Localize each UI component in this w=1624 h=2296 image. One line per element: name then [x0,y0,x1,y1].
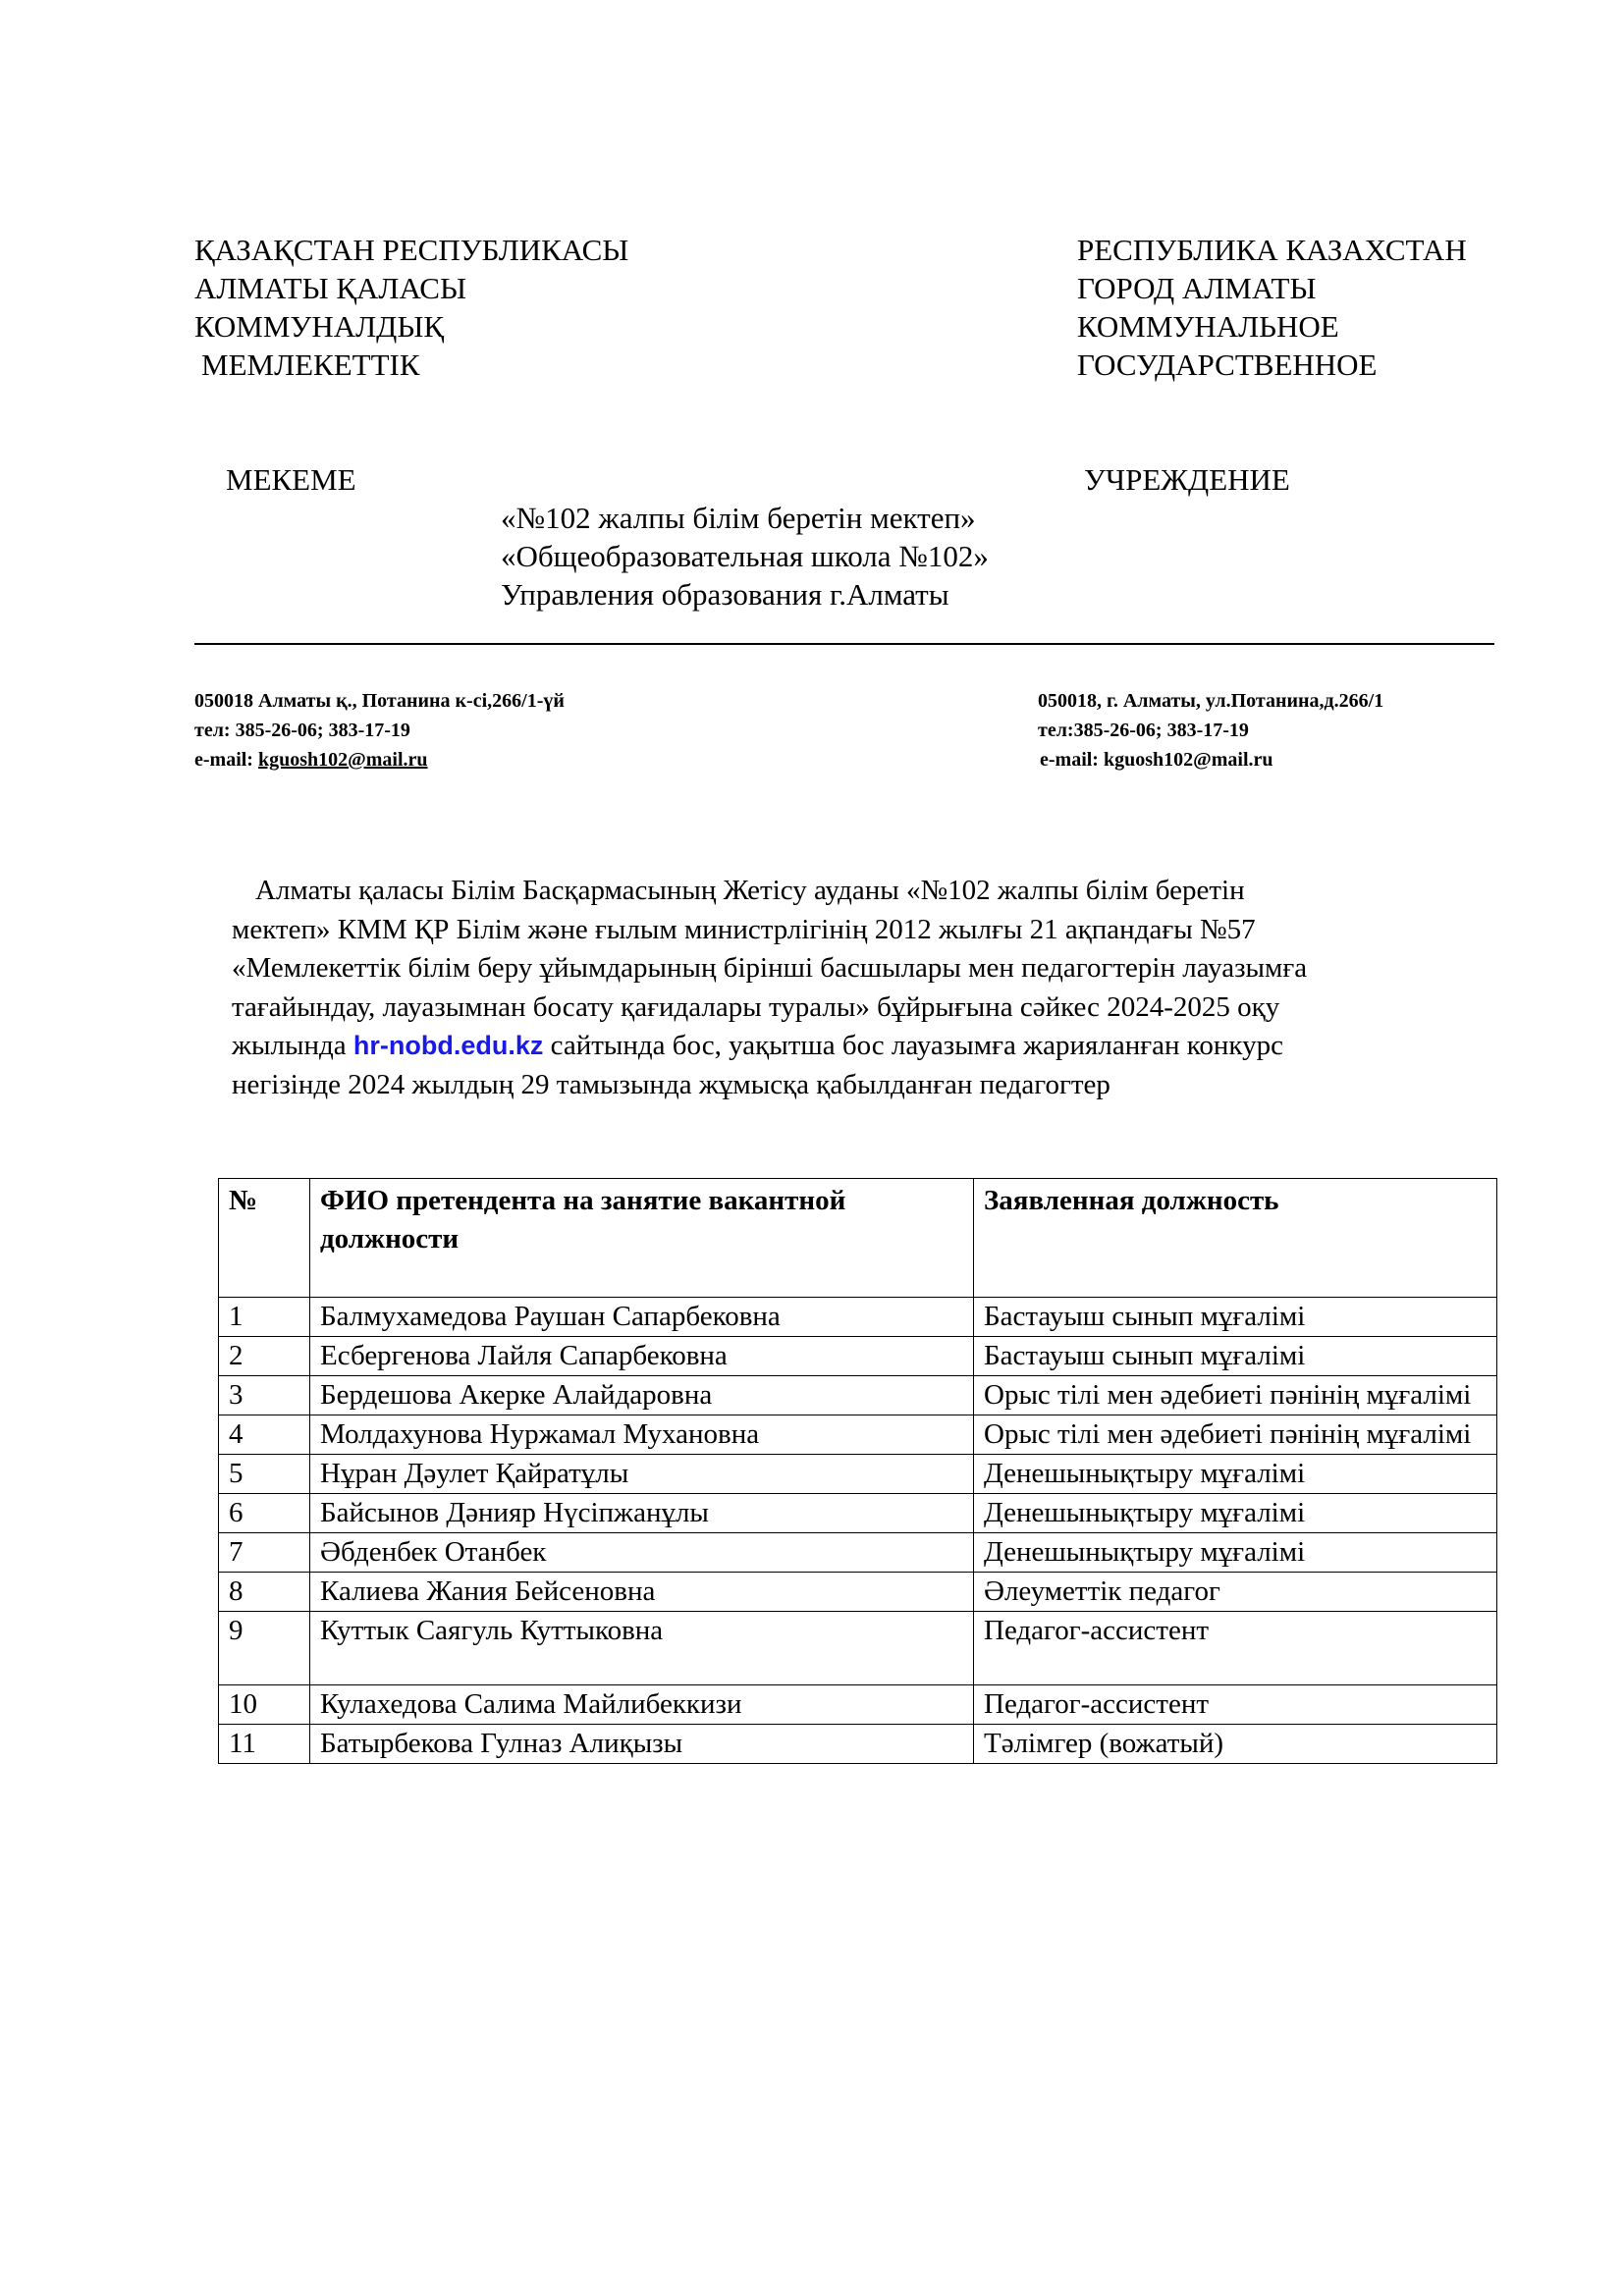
school-name-ru: «Общеобразовательная школа №102» [501,539,989,573]
contact-right-email: e-mail: kguosh102@mail.ru [1040,749,1273,771]
header-left-institution: МЕКЕМЕ [226,462,356,497]
paragraph-line-1: Алматы қаласы Білім Басқармасының Жетісу ауданы «№102 жалпы білім беретін [255,875,1245,906]
paragraph-line-4: тағайындау, лауазымнан босату қағидалары туралы» бұйрығына сәйкес 2024-2025 оқу [232,990,1280,1023]
header-number: № [219,1179,310,1298]
header-right-institution: УЧРЕЖДЕНИЕ [1084,462,1290,497]
row-position: Денешынықтыру мұғалімі [974,1494,1497,1533]
contact-right-phone: тел:385-26-06; 383-17-19 [1038,720,1249,741]
contact-left-email [194,745,428,774]
contact-left-email-label: e-mail: [194,749,258,771]
row-position: Бастауыш сынып мұғалімі [974,1337,1497,1376]
staff-table [218,1178,1497,1764]
row-position: Тәлімгер (вожатый) [974,1725,1497,1764]
row-position: Педагог-ассистент [974,1612,1497,1685]
header-divider [194,643,1494,645]
row-position: Орыс тілі мен әдебиеті пәнінің мұғалімі [974,1376,1497,1415]
row-number: 11 [219,1725,310,1764]
table-row [219,1298,1497,1337]
row-number: 1 [219,1298,310,1337]
table-row [219,1455,1497,1494]
row-name: Батырбекова Гулназ Алиқызы [310,1725,974,1764]
table-row [219,1612,1497,1685]
row-number: 7 [219,1533,310,1573]
row-name: Балмухамедова Раушан Сапарбековна [310,1298,974,1337]
row-name: Әбденбек Отанбек [310,1533,974,1573]
header-name: ФИО претендента на занятие вакантной должности [310,1179,974,1298]
table-row [219,1415,1497,1455]
header-left-line-2: АЛМАТЫ ҚАЛАСЫ [194,271,467,305]
row-number: 8 [219,1573,310,1612]
school-name-kz: «№102 жалпы білім беретін мектеп» [501,501,976,535]
table-row [219,1337,1497,1376]
department-name: Управления образования г.Алматы [501,577,949,612]
announcement-paragraph [232,872,1508,1104]
header-left-line-1: ҚАЗАҚСТАН РЕСПУБЛИКАСЫ [194,233,629,267]
header-left-line-4: МЕМЛЕКЕТТІК [201,347,420,382]
row-number: 2 [219,1337,310,1376]
row-position: Педагог-ассистент [974,1685,1497,1725]
row-name: Байсынов Дәнияр Нүсіпжанұлы [310,1494,974,1533]
table-row [219,1494,1497,1533]
paragraph-line-5 [232,1027,1508,1066]
table-row [219,1685,1497,1725]
paragraph-line-2: мектеп» КММ ҚР Білім және ғылым министрлігінің 2012 жылғы 21 ақпандағы №57 [232,913,1256,945]
header-left-line-3: КОММУНАЛДЫҚ [194,309,445,344]
row-position: Денешынықтыру мұғалімі [974,1455,1497,1494]
table-header-row [219,1179,1497,1298]
header-right-line-2: ГОРОД АЛМАТЫ [1077,271,1317,305]
paragraph-line-3: «Мемлекеттік білім беру ұйымдарының бірінші басшылары мен педагогтерін лауазымға [232,952,1308,984]
table-row [219,1533,1497,1573]
row-number: 4 [219,1415,310,1455]
row-name: Калиева Жания Бейсеновна [310,1573,974,1612]
row-number: 3 [219,1376,310,1415]
row-number: 5 [219,1455,310,1494]
row-position: Денешынықтыру мұғалімі [974,1533,1497,1573]
paragraph-line-5-start: жылында [232,1030,353,1061]
row-name: Бердешова Акерке Алайдаровна [310,1376,974,1415]
contact-left-address: 050018 Алматы қ., Потанина к-сі,266/1-үй [194,690,565,712]
row-position: Орыс тілі мен әдебиеті пәнінің мұғалімі [974,1415,1497,1455]
row-number: 6 [219,1494,310,1533]
row-name: Нұран Дәулет Қайратұлы [310,1455,974,1494]
table-row [219,1573,1497,1612]
paragraph-line-6: негізінде 2024 жылдың 29 тамызында жұмысқа қабылданған педагогтер [232,1068,1110,1100]
header-right-line-1: РЕСПУБЛИКА КАЗАХСТАН [1077,233,1467,267]
table-row [219,1376,1497,1415]
row-position: Әлеуметтік педагог [974,1573,1497,1612]
row-name: Куттык Саягуль Куттыковна [310,1612,974,1685]
contact-left-email-link[interactable]: kguosh102@mail.ru [257,749,428,771]
table-row [219,1725,1497,1764]
row-name: Есбергенова Лайля Сапарбековна [310,1337,974,1376]
contact-left-phone: тел: 385-26-06; 383-17-19 [194,720,410,741]
row-number: 9 [219,1612,310,1685]
site-link[interactable]: hr-nobd.edu.kz [352,1031,544,1060]
row-name: Кулахедова Салима Майлибеккизи [310,1685,974,1725]
row-name: Молдахунова Нуржамал Мухановна [310,1415,974,1455]
paragraph-line-5-end: сайтында бос, уақытша бос лауазымға жарияланған конкурс [543,1030,1283,1061]
contact-right-address: 050018, г. Алматы, ул.Потанина,д.266/1 [1038,690,1384,712]
row-position: Бастауыш сынып мұғалімі [974,1298,1497,1337]
header-right-line-4: ГОСУДАРСТВЕННОЕ [1077,347,1378,382]
header-position: Заявленная должность [974,1179,1497,1298]
header-right-line-3: КОММУНАЛЬНОЕ [1077,309,1339,344]
row-number: 10 [219,1685,310,1725]
